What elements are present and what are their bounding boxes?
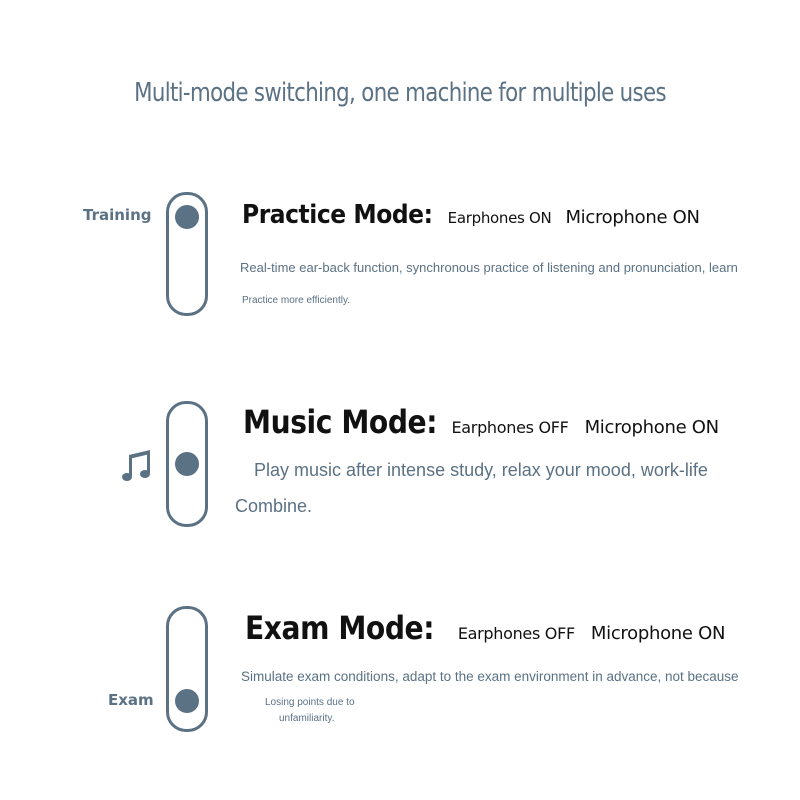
mode-title: Practice Mode: xyxy=(242,200,433,230)
training-label: Training xyxy=(83,206,152,224)
switch-knob xyxy=(175,205,199,229)
exam-mode-header xyxy=(245,609,725,647)
mode-description: Real-time ear-back function, synchronous practice of listening and pronunciation, learn xyxy=(240,260,738,275)
music-mode-switch[interactable] xyxy=(166,401,208,527)
exam-mode-switch[interactable] xyxy=(166,606,208,732)
microphone-status: Microphone ON xyxy=(590,623,726,644)
mode-description: Simulate exam conditions, adapt to the exam environment in advance, not because xyxy=(241,669,739,684)
microphone-status: Microphone ON xyxy=(565,207,700,228)
mode-description: Play music after intense study, relax your mood, work-life xyxy=(254,460,708,480)
mode-description-line2: Practice more efficiently. xyxy=(242,295,351,306)
earphones-status: Earphones OFF xyxy=(457,624,575,643)
practice-mode-switch[interactable] xyxy=(166,192,208,316)
mode-description-line3: unfamiliarity. xyxy=(279,713,335,724)
earphones-status: Earphones ON xyxy=(447,209,552,227)
mode-title: Exam Mode: xyxy=(245,609,435,647)
earphones-status: Earphones OFF xyxy=(451,418,569,437)
music-mode-header xyxy=(243,403,719,441)
music-note-icon xyxy=(118,448,154,484)
microphone-status: Microphone ON xyxy=(584,417,719,438)
switch-knob xyxy=(175,452,199,476)
practice-mode-header xyxy=(242,200,700,230)
switch-knob xyxy=(175,689,199,713)
exam-label: Exam xyxy=(108,691,154,709)
mode-description-line2: Combine. xyxy=(235,496,313,516)
mode-title: Music Mode: xyxy=(243,403,438,441)
page-title: Multi-mode switching, one machine for multiple uses xyxy=(134,78,666,108)
mode-description-line2: Losing points due to xyxy=(265,697,355,708)
